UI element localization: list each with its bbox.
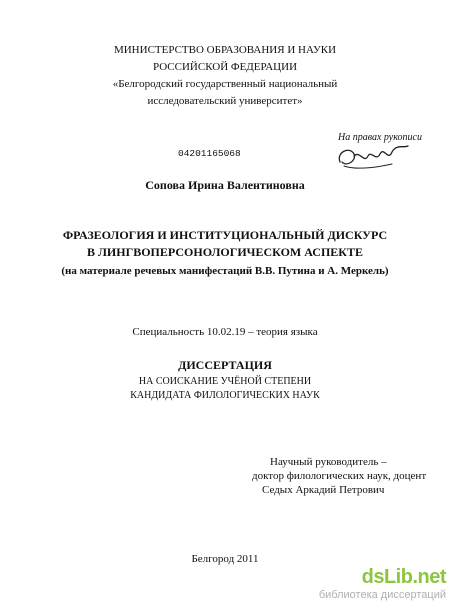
catalog-number: 04201165068 [178, 148, 241, 159]
manuscript-note: На правах рукописи [338, 132, 422, 143]
watermark-logo: dsLib.net [361, 566, 446, 588]
title-line-2: В ЛИНГВОПЕРСОНОЛОГИЧЕСКОМ АСПЕКТЕ [86, 245, 364, 259]
author-name: Сопова Ирина Валентиновна [145, 178, 305, 192]
title-line-1: ФРАЗЕОЛОГИЯ И ИНСТИТУЦИОНАЛЬНЫЙ ДИСКУРС [62, 228, 388, 242]
supervisor-role: Научный руководитель – [270, 456, 387, 468]
title-subtitle: (на материале речевых манифестаций В.В. Путина и А. Меркель) [61, 265, 389, 277]
specialty: Специальность 10.02.19 – теория языка [132, 326, 318, 338]
dissertation-line-2: КАНДИДАТА ФИЛОЛОГИЧЕСКИХ НАУК [130, 390, 320, 401]
dissertation-line-1: НА СОИСКАНИЕ УЧЁНОЙ СТЕПЕНИ [138, 376, 312, 387]
supervisor-name: Седых Аркадий Петрович [262, 484, 385, 496]
watermark [318, 566, 446, 601]
university-line-2: исследовательский университет» [147, 95, 303, 107]
dissertation-heading: ДИССЕРТАЦИЯ [178, 358, 272, 372]
watermark-subtitle: библиотека диссертаций [318, 589, 446, 601]
footer-city-year: Белгород 2011 [191, 553, 259, 565]
federation-line: РОССИЙСКОЙ ФЕДЕРАЦИИ [152, 61, 298, 73]
supervisor-degree: доктор филологических наук, доцент [252, 470, 427, 482]
signature [334, 140, 412, 176]
university-line-1: «Белгородский государственный национальный [112, 78, 338, 90]
ministry-line: МИНИСТЕРСТВО ОБРАЗОВАНИЯ И НАУКИ [113, 44, 337, 56]
